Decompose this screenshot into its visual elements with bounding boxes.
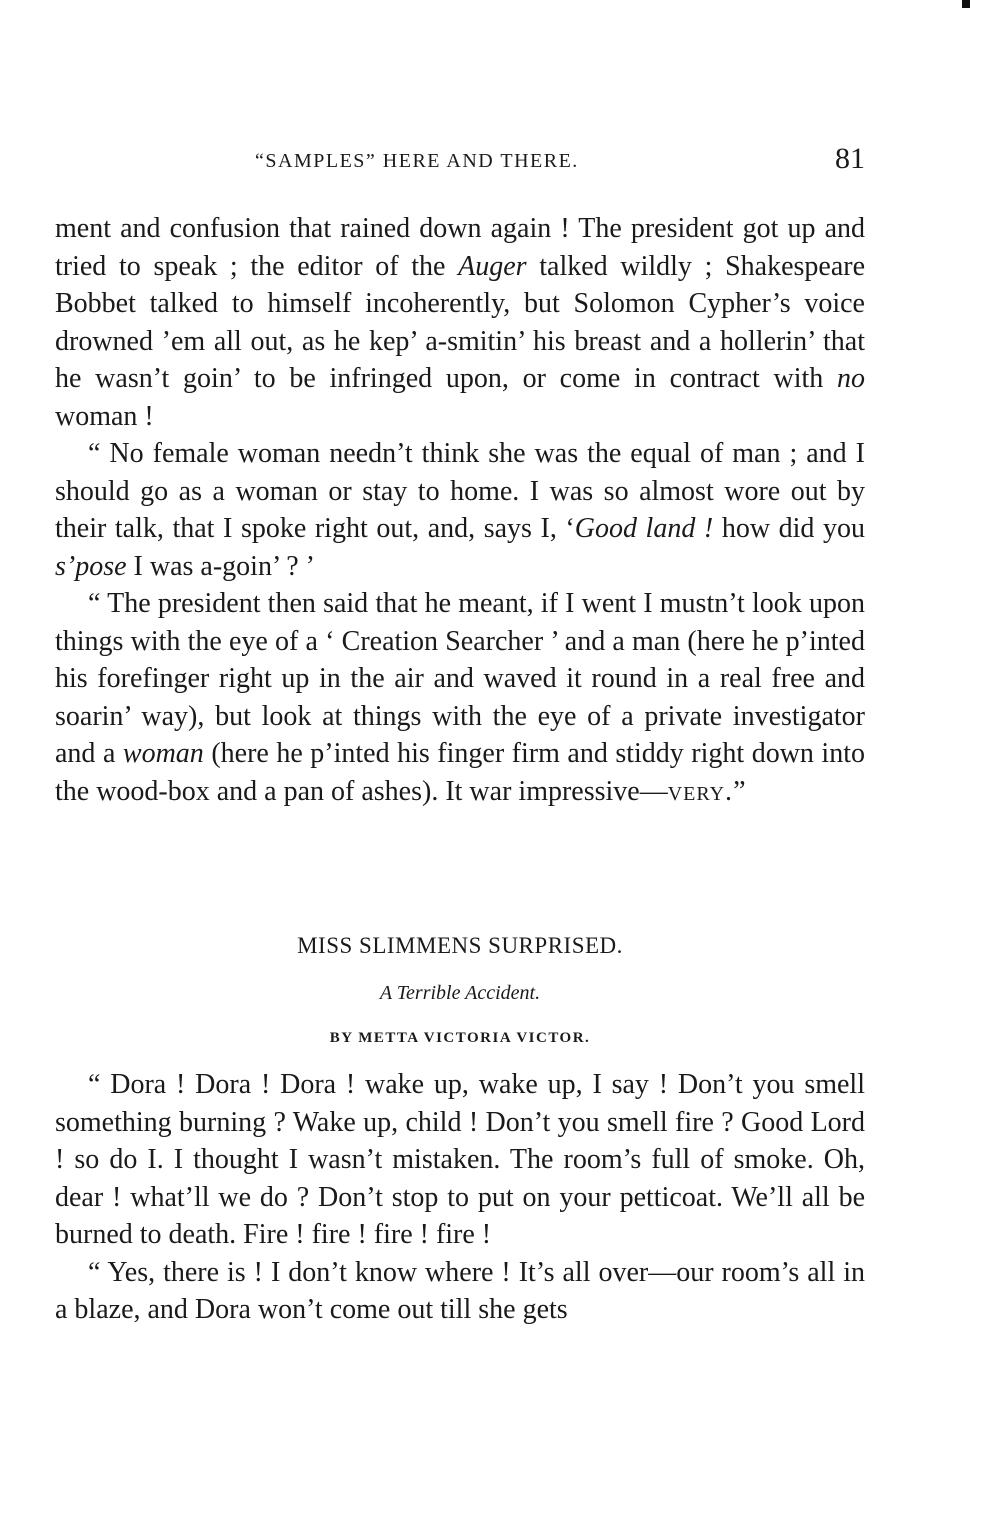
smallcaps-text: very.: [667, 775, 734, 807]
section-subtitle: A Terrible Accident.: [379, 982, 541, 1004]
paragraph: [55, 210, 865, 435]
page-header: [55, 142, 865, 182]
section-title: MISS SLIMMENS SURPRISED.: [297, 933, 623, 958]
text-run: how did you: [713, 513, 866, 544]
italic-text: s’pose: [55, 550, 127, 582]
text-run: I was a-goin’ ? ’: [126, 550, 315, 582]
text-run: ”: [733, 775, 746, 807]
italic-text: no: [837, 363, 865, 394]
body-text-2: [55, 1066, 865, 1329]
text-run: (here he p’inted his finger firm and stiddy right down into the wood-box and a pan of ashes). It war impressive—: [55, 738, 865, 807]
italic-text: Good land !: [574, 513, 714, 544]
ink-mark: [962, 0, 970, 8]
paragraph: “ Yes, there is ! I don’t know where ! It’s all over—our room’s all in a blaze, and Dora won’t come out till she gets: [55, 1256, 865, 1325]
body-text: [55, 210, 865, 810]
text-run: woman !: [55, 400, 154, 432]
page-number: 81: [835, 142, 865, 175]
author-byline: BY METTA VICTORIA VICTOR.: [329, 1030, 591, 1046]
paragraph: “ Dora ! Dora ! Dora ! wake up, wake up, I say ! Don’t you smell something burning ? Wake up, child ! Don’t you smell fire ? Good Lord ! so do I. I thought I wasn’t mistaken. The room’s full of smoke. Oh, dear ! what’ll we do ? Don’t stop to put on your petticoat. We’ll all be burned to death. Fire ! fire ! fire ! fire !: [55, 1069, 865, 1250]
text-run: ment and confusion that rained down again ! The president got up and tried to speak ; the editor of the: [55, 213, 865, 282]
italic-text: woman: [122, 738, 204, 769]
paragraph: [55, 435, 865, 585]
text-run: “ No female woman needn’t think she was the equal of man ; and I should go as a woman or stay to home. I was so almost wore out by their talk, that I spoke right out, and, says I, ‘: [55, 438, 865, 544]
paragraph: [55, 585, 865, 810]
italic-text: Auger: [458, 250, 527, 282]
text-run: “ The president then said that he meant, if I went I mustn’t look upon things with the eye of a ‘ Creation Searcher ’ and a man (here he p’inted his forefinger right up in the air and waved it round in a real free and soarin’ way), but look at things with the eye of a private investigator and a: [55, 588, 865, 769]
text-run: talked wildly ; Shakespeare Bobbet talked to himself incoherently, but Solomon Cypher’s voice drowned ’em all out, as he kep’ a-smitin’ his breast and a hollerin’ that he wasn’t goin’ to be infringed upon, or come in contract with: [55, 250, 865, 394]
running-head: “SAMPLES” HERE AND THERE.: [255, 150, 579, 172]
